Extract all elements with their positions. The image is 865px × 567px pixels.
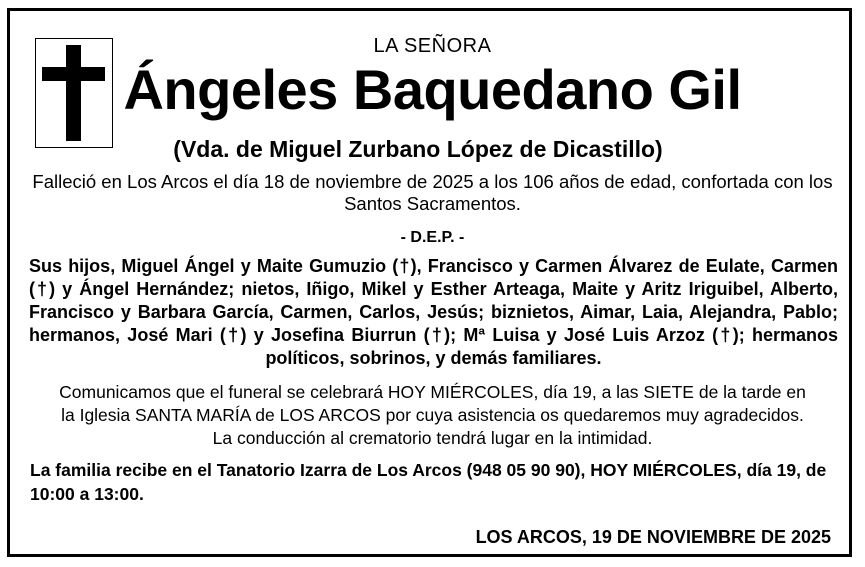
- deceased-name: Ángeles Baquedano Gil: [123, 58, 742, 121]
- widow-subtitle: (Vda. de Miguel Zurbano López de Dicastillo): [173, 136, 663, 162]
- heading: LA SEÑORA: [373, 35, 492, 57]
- tanatorio-info: La familia recibe en el Tanatorio Izarra de Los Arcos (948 05 90 90), HOY MIÉRCOLES, día 19, de 10:00 a 13:00.: [30, 460, 827, 504]
- funeral-line: La conducción al crematorio tendrá lugar en la intimidad.: [212, 428, 653, 448]
- death-notice: Falleció en Los Arcos el día 18 de noviembre de 2025 a los 106 años de edad, confortada con los Santos Sacramentos.: [32, 171, 833, 214]
- obituary-frame: [7, 8, 852, 557]
- dep-line: - D.E.P. -: [400, 229, 465, 246]
- place-date: LOS ARCOS, 19 DE NOVIEMBRE DE 2025: [475, 527, 831, 547]
- funeral-line: la Iglesia SANTA MARÍA de LOS ARCOS por cuya asistencia os quedaremos muy agradecidos.: [61, 405, 804, 425]
- funeral-info: [24, 381, 841, 450]
- family-list: Sus hijos, Miguel Ángel y Maite Gumuzio (†), Francisco y Carmen Álvarez de Eulate, Carmen (†) y Ángel Hernández; nietos, Iñigo, Mikel y Esther Arteaga, Maite y Aritz Iriguibel, Alberto, Francisco y Barbara García, Carmen, Carlos, Jesús; biznietos, Aimar, Laia, Alejandra, Pablo; hermanos, José Mari (†) y Josefina Biurrun (†); Mª Luisa y José Luis Arzoz (†); hermanos políticos, sobrinos, y demás familiares.: [29, 256, 838, 368]
- funeral-line: Comunicamos que el funeral se celebrará HOY MIÉRCOLES, día 19, a las SIETE de la tarde en: [59, 382, 806, 402]
